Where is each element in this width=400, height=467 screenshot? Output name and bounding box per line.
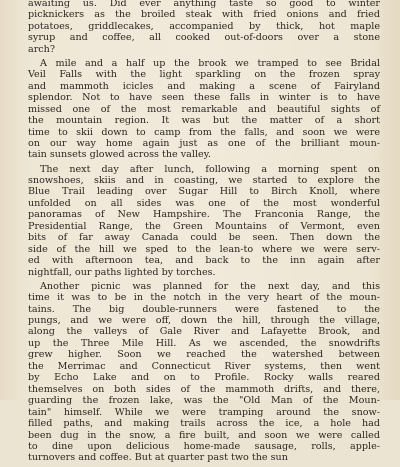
paragraph: [28, 0, 380, 55]
page-text: [28, 0, 380, 467]
text-line: on our way home again just as one of the brilliant moun-: [28, 138, 380, 150]
text-line: the mountain region. It was but the matter of a short: [28, 115, 380, 127]
paragraph: [28, 281, 380, 464]
text-line: been dug in the snow, a fire built, and soon we were called: [28, 429, 380, 441]
text-line: A mile and a half up the brook we tramped to see Bridal: [40, 57, 380, 69]
text-line: arch?: [28, 43, 56, 55]
text-line: the Merrimac and Connecticut River systems, then went: [28, 360, 380, 372]
paragraph: [28, 58, 380, 161]
text-line: up the Three Mile Hill. As we ascended, the snowdrifts: [28, 337, 380, 349]
paragraph: [28, 164, 380, 279]
text-line: tain sunsets glowed across the valley.: [28, 149, 211, 161]
text-line: pungs, and we were off, down the hill, through the village,: [28, 315, 380, 327]
text-line: tains. The big double-runners were fastened to the: [28, 303, 380, 315]
text-line: time it was to be in the notch in the very heart of the moun-: [28, 292, 380, 304]
text-line: panoramas of New Hampshire. The Franconia Range, the: [28, 209, 380, 221]
text-line: turnovers and coffee. But at quarter past two the sun: [28, 452, 288, 464]
text-line: filled paths, and making trails across the ice, a hole had: [28, 418, 380, 430]
text-line: Presidential Range, the Green Mountains of Vermont, even: [28, 220, 380, 232]
text-line: tain" himself. While we were tramping around the snow-: [28, 406, 380, 418]
text-line: along the valleys of Gale River and Lafayette Brook, and: [28, 326, 380, 338]
text-line: The next day after lunch, following a morning spent on: [40, 163, 380, 175]
text-line: by Echo Lake and on to Profile. Rocky walls reared: [28, 372, 380, 384]
text-line: potatoes, griddlecakes, accompanied by thick, hot maple: [28, 20, 380, 32]
text-line: guarding the frozen lake, was the "Old Man of the Moun-: [28, 395, 380, 407]
text-line: syrup and coffee, all cooked out-of-doors over a stone: [28, 32, 380, 44]
text-line: and mammoth icicles and making a scene of Fairyland: [28, 80, 380, 92]
text-line: awaiting us. Did ever anything taste so good to winter: [28, 0, 380, 9]
text-line: nightfall, our paths lighted by torches.: [28, 266, 216, 278]
text-line: Another picnic was planned for the next day, and this: [40, 280, 380, 292]
text-line: grew higher. Soon we reached the watershed between: [28, 349, 380, 361]
text-line: unfolded on all sides was one of the most wonderful: [28, 197, 380, 209]
text-line: snowshoes, skiis and in coasting, we started to explore the: [28, 174, 380, 186]
text-line: time to skii down to camp from the falls, and soon we were: [28, 126, 380, 138]
text-line: missed one of the most remarkable and beautiful sights of: [28, 103, 380, 115]
text-line: to dine upon delicious home-made sausage, rolls, apple-: [28, 441, 380, 452]
text-line: themselves on both sides of the mammoth drifts, and there,: [28, 383, 380, 395]
text-line: splendor. Not to have seen these falls in winter is to have: [28, 92, 380, 104]
text-line: picknickers as the broiled steak with fried onions and fried: [28, 9, 380, 21]
text-line: ed with afternoon tea, and back to the inn again after: [28, 255, 380, 267]
text-line: Blue Trail leading over Sugar Hill to Birch Knoll, where: [28, 186, 380, 198]
text-line: bits of far away Canada could be seen. Then down the: [28, 232, 380, 244]
text-line: Veil Falls with the light sparkling on the frozen spray: [28, 69, 380, 81]
text-line: side of the hill we sped to the lean-to where we were serv-: [28, 243, 380, 255]
